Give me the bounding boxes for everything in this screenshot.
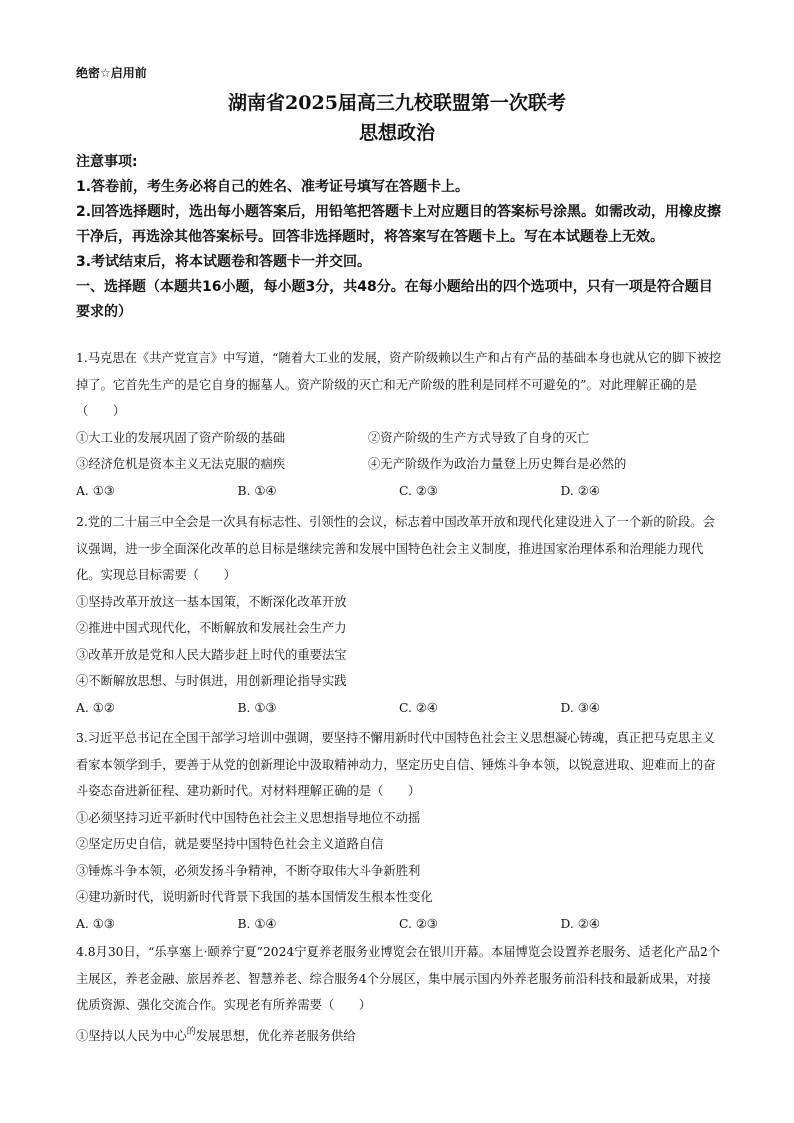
option: ③改革开放是党和人民大踏步赶上时代的重要法宝	[76, 647, 347, 662]
answer-choice-d: D. ②④	[560, 483, 600, 498]
option: ④建功新时代，说明新时代背景下我国的基本国情发生根本性变化	[76, 890, 433, 904]
question-4	[76, 939, 722, 1049]
answer-choice-b: B. ①④	[237, 916, 277, 931]
answer-choice-b: B. ①④	[237, 483, 277, 498]
option: ④无产阶级作为政治力量登上历史舞台是必然的	[368, 457, 627, 471]
option: ④不断解放思想、与时俱进，用创新理论指导实践	[76, 674, 347, 688]
option: ③经济危机是资本主义无法克服的痼疾	[76, 457, 286, 471]
option: ①坚持改革开放这一基本国策，不断深化改革开放	[76, 594, 347, 609]
answer-choice-d: D. ②④	[560, 916, 600, 931]
answer-choice-b: B. ①③	[237, 700, 277, 715]
option: ②坚定历史自信，就是要坚持中国特色社会主义道路自信	[76, 837, 384, 851]
answer-choice-c: C. ②④	[399, 700, 438, 715]
answer-choice-d: D. ③④	[560, 700, 600, 715]
answer-row	[76, 478, 722, 505]
subject-title: 思想政治	[358, 122, 435, 144]
answer-choice-c: C. ②③	[399, 483, 438, 498]
option: ②资产阶级的生产方式导致了自身的灭亡	[368, 430, 590, 445]
exam-title: 湖南省2025届高三九校联盟第一次联考	[228, 92, 566, 114]
answer-choice-a: A. ①③	[76, 916, 115, 931]
section-heading: 一、选择题（本题共16小题，每小题3分，共48分。在每小题给出的四个选项中，只有一项是符合题目要求的）	[76, 279, 713, 320]
notice-item: 1.答卷前，考生务必将自己的姓名、准考证号填写在答题卡上。	[76, 179, 470, 195]
answer-row	[76, 695, 722, 722]
answer-choice-c: C. ②③	[399, 916, 438, 931]
answer-row	[76, 911, 722, 938]
question-stem: 2.党的二十届三中全会是一次具有标志性、引领性的会议，标志着中国改革开放和现代化建设进入了一个新的阶段。会议强调，进一步全面深化改革的总目标是继续完善和发展中国特色社会主义制度，推进国家治理体系和治理能力现代化。实现总目标需要（ ）	[76, 515, 715, 582]
option: ①必须坚持习近平新时代中国特色社会主义思想指导地位不动摇	[76, 810, 421, 825]
option: ①大工业的发展巩固了资产阶级的基础	[76, 430, 286, 445]
question-stem: 4.8月30日，“乐享塞上·颐养宁夏”2024宁夏养老服务业博览会在银川开幕。本届博览会设置养老服务、适老化产品2个主展区，养老金融、旅居养老、智慧养老、综合服务4个分展区，集中展示国内外养老服务前沿科技和最新成果，对接优质资源、强化交流合作。实现老有所养需要（ ）	[76, 945, 721, 1012]
question-stem: 3.习近平总书记在全国干部学习培训中强调，要坚持不懈用新时代中国特色社会主义思想凝心铸魂，真正把马克思主义看家本领学到手，要善于从党的创新理论中汲取精神动力，坚定历史自信、锤炼斗争本领，以锐意进取、迎难而上的奋斗姿态奋进新征程、建功新时代。对材料理解正确的是（ ）	[76, 731, 716, 798]
notice-heading: 注意事项:	[76, 154, 138, 170]
option-text: ①坚持以人民为中心	[76, 1028, 187, 1043]
option-text: 发展思想，优化养老服务供给	[195, 1028, 356, 1043]
option	[76, 1019, 722, 1050]
notice-item: 3.考试结束后，将本试题卷和答题卡一并交回。	[76, 254, 372, 270]
option: ③锤炼斗争本领，必须发扬斗争精神，不断夺取伟大斗争新胜利	[76, 863, 421, 878]
option-superscript: 的	[186, 1026, 196, 1037]
notice-item: 2.回答选择题时，选出每小题答案后，用铅笔把答题卡上对应题目的答案标号涂黑。如需改动，用橡皮擦干净后，再选涂其他答案标号。回答非选择题时，将答案写在答题卡上。写在本试题卷上无效。	[76, 204, 722, 245]
question-3	[76, 725, 722, 937]
notice-block	[76, 150, 722, 325]
answer-choice-a: A. ①②	[76, 700, 115, 715]
question-1	[76, 345, 722, 504]
question-stem: 1.马克思在《共产党宣言》中写道，“随着大工业的发展，资产阶级赖以生产和占有产品的基础本身也就从它的脚下被挖掉了。它首先生产的是它自身的掘墓人。资产阶级的灭亡和无产阶级的胜利是同样不可避免的”。对此理解正确的是（ ）	[76, 351, 722, 418]
answer-choice-a: A. ①③	[76, 483, 115, 498]
question-2	[76, 509, 722, 721]
secret-label: 绝密☆启用前	[76, 66, 147, 80]
option-row	[76, 425, 722, 452]
option-row	[76, 451, 722, 478]
option: ②推进中国式现代化，不断解放和发展社会生产力	[76, 621, 347, 635]
